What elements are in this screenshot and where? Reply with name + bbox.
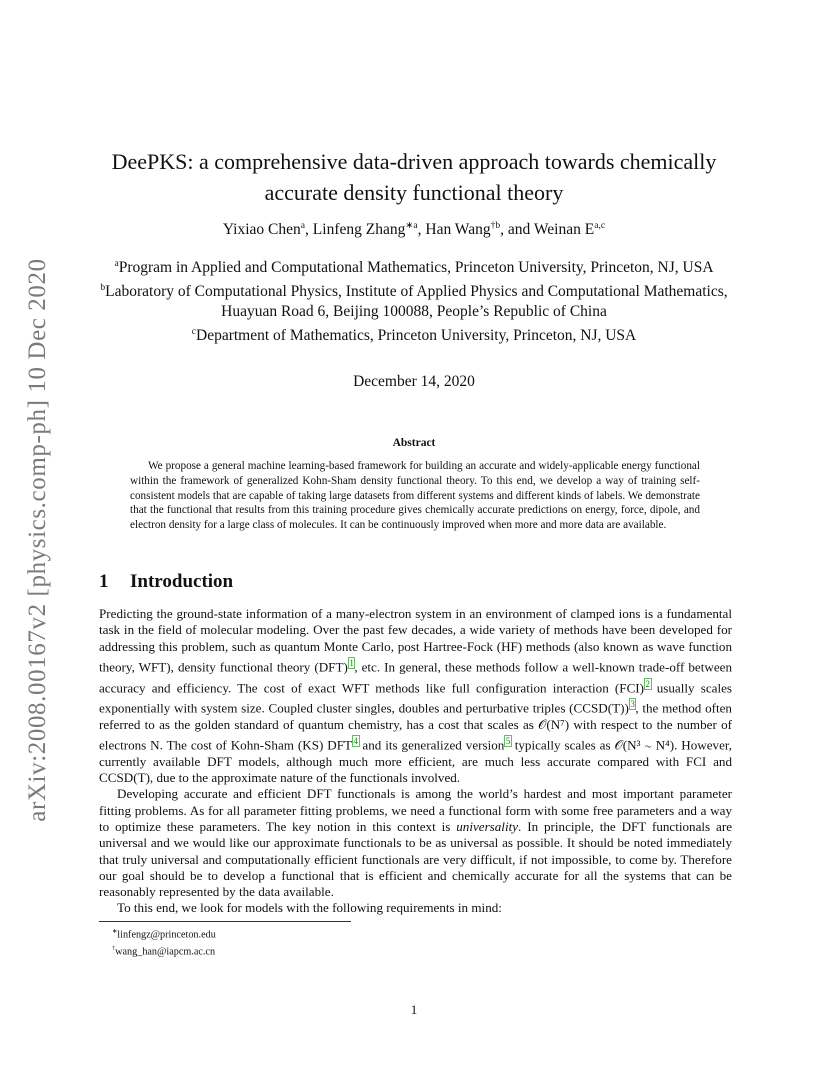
author-separator: ,: [305, 221, 313, 239]
affiliation: [92, 254, 736, 278]
paragraph: [99, 786, 732, 900]
paragraph-text: , etc. In general, these methods follow a well-known trade-off between accuracy and efficiency. The cost of exact WFT methods like full configuration interaction (FCI): [99, 659, 732, 695]
section-heading: [99, 571, 739, 593]
paper-date: December 14, 2020: [353, 373, 475, 390]
paragraph-text: typically scales as 𝒪(N³ ∼ N⁴). However, currently available DFT models, although much more efficient, are much less accurate compared with FCI and CCSD(T), due to the approximate nature of the functionals involved.: [99, 737, 732, 786]
paragraph-text: Developing accurate and efficient DFT functionals is among the world’s hardest and most important parameter fitting problems. As for all parameter fitting problems, we need a functional form with some free parameters and a way to optimize these parameters. The key notion in this context is: [99, 786, 732, 834]
author-name: Yixiao Chen: [222, 221, 301, 239]
affiliation: [92, 278, 736, 322]
paragraph: To this end, we look for models with the following requirements in mind:: [117, 900, 502, 916]
affiliation-text: Laboratory of Computational Physics, Institute of Applied Physics and Computational Mathematics, Huayuan Road 6, Beijing 100088, People’s Republic of China: [105, 283, 728, 321]
footnote-email[interactable]: linfengz@princeton.edu: [117, 929, 216, 941]
title-line-2: accurate density functional theory: [264, 180, 564, 205]
abstract-text: We propose a general machine learning-based framework for building an accurate and widely-applicable energy functional within the framework of generalized Kohn-Sham density functional theory. To this end, we develop a way of training self-consistent models that are capable of taking large datasets from different systems and different kinds of labels. We demonstrate that the functional that results from this training procedure gives chemically accurate predictions on energy, force, dipole, and electron density for a large class of molecules. It can be continuously improved when more and more data are available.: [130, 460, 700, 532]
paragraph-text: . In principle, the DFT functionals are universal and we would like our approximate functionals to be as universal as possible. It should be noted immediately that truly universal and computationally efficient functionals are very difficult, if not impossible, to come by. Therefore our goal should be to develop a functional that is efficient and chemically accurate for all the systems that can be reasonably represented by the data available.: [99, 819, 733, 900]
section-number: 1: [99, 571, 109, 592]
author-affiliation-mark: a,c: [594, 220, 606, 231]
citation-link[interactable]: 5: [505, 736, 511, 747]
paragraph-text: Predicting the ground-state information of a many-electron system in an environment of clamped ions is a fundamental task in the field of molecular modeling. Over the past few decades, a wide variety of methods have been developed for addressing this problem, such as quantum Monte Carlo, post Hartree-Fock (HF) methods (also known as wave function theory, WFT), density functional theory (DFT): [99, 606, 732, 675]
footnote: [112, 925, 512, 942]
section-title: Introduction: [130, 571, 234, 592]
affiliations: [92, 254, 736, 346]
author-name: Linfeng Zhang: [312, 221, 406, 239]
author-name: Weinan E: [533, 221, 595, 239]
author-affiliation-mark: a: [300, 220, 306, 231]
paragraph: [99, 606, 732, 786]
title-line-1: DeePKS: a comprehensive data-driven approach towards chemically: [111, 149, 717, 174]
paragraph-text: usually scales exponentially with system size. Coupled cluster singles, doubles and perturbative triples (CCSD(T)): [99, 679, 732, 716]
emphasis: universality: [456, 819, 519, 834]
footnotes: [112, 925, 512, 959]
author-list: [90, 220, 738, 239]
paper-title: [90, 146, 738, 208]
affiliation-mark: c: [191, 326, 197, 338]
footnote-mark: ∗: [112, 928, 118, 935]
footnote-email[interactable]: wang_han@iapcm.ac.cn: [115, 946, 216, 958]
author-separator: , and: [500, 221, 534, 239]
paragraph-text: , the method often referred to as the golden standard of quantum chemistry, has a cost that scales as 𝒪(N⁷) with respect to the number of electrons N. The cost of Kohn-Sham (KS) DFT: [99, 700, 732, 753]
author-affiliation-mark: †b: [490, 220, 501, 231]
citation-link[interactable]: 2: [645, 678, 651, 689]
citation-link[interactable]: 3: [630, 699, 635, 710]
citation-link[interactable]: 4: [353, 736, 358, 747]
arxiv-identifier: arXiv:2008.00167v2 [physics.comp-ph] 10 Dec 2020: [24, 258, 51, 822]
abstract-heading: Abstract: [392, 437, 436, 449]
paragraph-text: and its generalized version: [358, 737, 505, 753]
affiliation-text: Program in Applied and Computational Mathematics, Princeton University, Princeton, NJ, USA: [118, 259, 714, 277]
author-separator: ,: [417, 221, 426, 239]
author-name: Han Wang: [425, 221, 491, 239]
abstract-body: [130, 459, 700, 533]
page-number: 1: [410, 1002, 418, 1017]
footnote-divider: [99, 921, 351, 922]
citation-link[interactable]: 1: [349, 657, 354, 668]
affiliation: [92, 322, 736, 346]
affiliation-text: Department of Mathematics, Princeton University, Princeton, NJ, USA: [196, 327, 637, 345]
section-body: [99, 606, 732, 917]
author-affiliation-mark: ∗a: [405, 220, 418, 231]
footnote-mark: †: [112, 944, 116, 952]
arxiv-sidebar: [16, 0, 60, 1072]
affiliation-mark: b: [100, 282, 106, 294]
affiliation-mark: a: [114, 258, 119, 269]
footnote: [112, 942, 512, 959]
